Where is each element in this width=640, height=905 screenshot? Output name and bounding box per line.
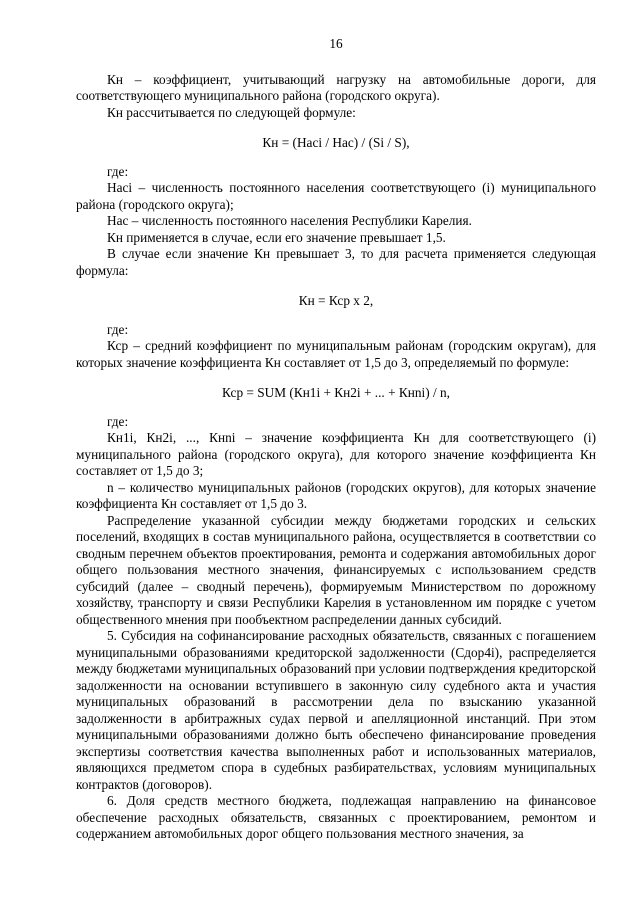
paragraph-kn-formula-intro: Кн рассчитывается по следующей формуле: bbox=[107, 104, 356, 120]
paragraph-kn-applies: Кн применяется в случае, если его значение превышает 1,5. bbox=[107, 229, 446, 245]
formula-kn: Кн = (Насi / Нас) / (Si / S), bbox=[262, 135, 410, 150]
paragraph-kn-definition: Кн – коэффициент, учитывающий нагрузку на автомобильные дороги, для соответствующего муниципального района (городского округа). bbox=[76, 71, 596, 103]
paragraph-kn-exceeds: В случае если значение Кн превышает 3, то для расчета применяется следующая формула: bbox=[76, 246, 596, 278]
paragraph-subsidy-distribution: Распределение указанной субсидии между бюджетами городских и сельских поселений, входящих в состав муниципального района, осуществляется в соответствии со сводным перечнем объектов проектирования, ремонта и содержания автомобильных дорог общего пользования местного значения, финансируемых с использованием средств субсидий (далее – сводный перечень), формируемым Министерством по дорожному хозяйству, транспорту и связи Республики Карелия в установленном им порядке с учетом общественного мнения при пообъектном распределении данных субсидий. bbox=[76, 512, 596, 627]
formula-kn-kcp: Кн = Кср х 2, bbox=[298, 293, 374, 308]
formula-kcp: Кср = SUM (Кн1i + Кн2i + ... + Кнni) / n, bbox=[222, 385, 450, 400]
paragraph-n-definition: n – количество муниципальных районов (городских округов), для которых значение коэффициента Кн составляет от 1,5 до 3. bbox=[76, 479, 596, 511]
document-page bbox=[76, 36, 596, 843]
paragraph-nas-definition: Нас – численность постоянного населения Республики Карелия. bbox=[107, 213, 472, 228]
paragraph-kcp-definition: Кср – средний коэффициент по муниципальным районам (городским округам), для которых значение коэффициента Кн составляет от 1,5 до 3, определяемый по формуле: bbox=[76, 338, 596, 370]
paragraph-where-1: где: bbox=[107, 163, 129, 179]
paragraph-item-6: 6. Доля средств местного бюджета, подлежащая направлению на финансовое обеспечение расходных обязательств, связанных с проектированием, ремонтом и содержанием автомобильных дорог общего пользования местного значения, за bbox=[76, 793, 596, 841]
paragraph-nasi-definition: Насi – численность постоянного населения соответствующего (i) муниципального района (городского округа); bbox=[76, 180, 596, 212]
paragraph-item-5: 5. Субсидия на софинансирование расходных обязательств, связанных с погашением муниципальными образованиями кредиторской задолженности (Сдор4i), распределяется между бюджетами муниципальных образований при условии подтверждения кредиторской задолженности на основании вступившего в законную силу судебного акта и участия муниципальных образований в рассмотрении дела по взысканию указанной задолженности в арбитражных судах первой и апелляционной инстанций. При этом муниципальными образованиями должно быть обеспечено финансирование проведения экспертизы соответствия качества выполненных работ и использованных материалов, являющихся предметом спора в судебных разбирательствах, условиям муниципальных контрактов (договоров). bbox=[76, 628, 596, 792]
paragraph-where-3: где: bbox=[107, 413, 129, 429]
page-number: 16 bbox=[329, 36, 343, 51]
paragraph-kn-values-definition: Кн1i, Кн2i, ..., Кнni – значение коэффициента Кн для соответствующего (i) муниципального района (городского округа), для которого значение коэффициента Кн составляет от 1,5 до 3; bbox=[76, 430, 596, 478]
paragraph-where-2: где: bbox=[107, 321, 129, 337]
